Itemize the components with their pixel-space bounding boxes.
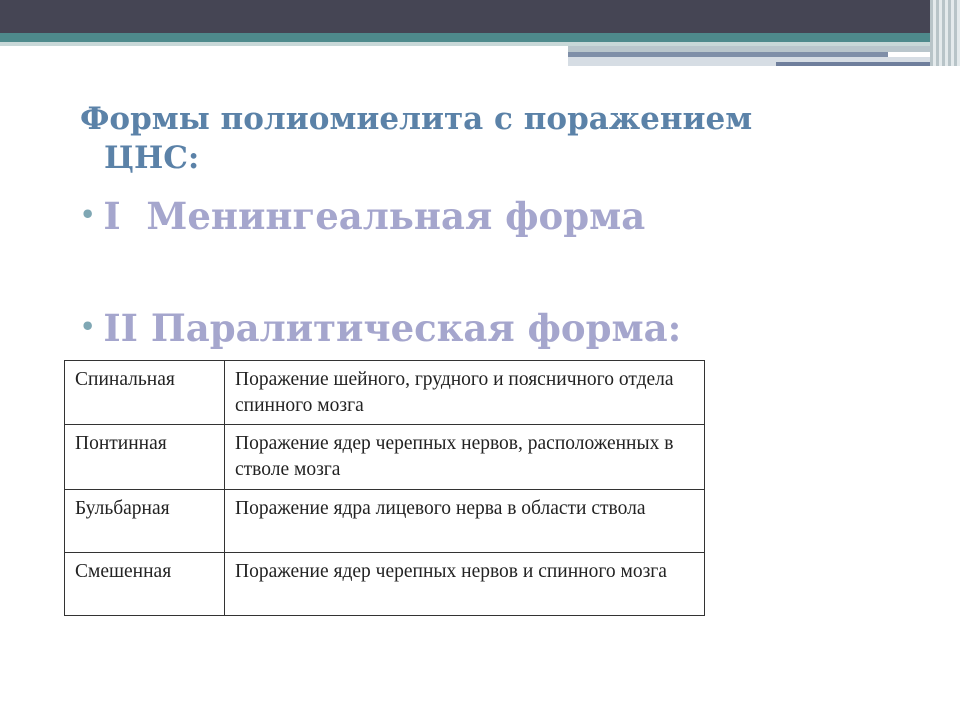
table-row — [65, 552, 705, 615]
table-row — [65, 361, 705, 425]
form-description-cell: Поражение ядер черепных нервов, расположенных в стволе мозга — [225, 425, 705, 489]
accent-bar — [776, 62, 944, 66]
table-row — [65, 425, 705, 489]
form-description-cell: Поражение ядра лицевого нерва в области ствола — [225, 489, 705, 552]
bullet-paralytic — [80, 306, 681, 350]
form-name-cell: Смешенная — [65, 552, 225, 615]
bullet-text: II Паралитическая форма: — [103, 306, 682, 350]
bullet-text: I Менингеальная форма — [103, 194, 646, 238]
bullet-meningeal — [80, 194, 645, 238]
header-teal-bar — [0, 33, 960, 42]
form-name-cell: Бульбарная — [65, 489, 225, 552]
table-row — [65, 489, 705, 552]
bullet-marker: • — [80, 312, 96, 341]
bullet-marker: • — [80, 200, 96, 229]
slide-title — [80, 100, 880, 179]
slide-title-line1: Формы полиомиелита с поражением — [80, 101, 753, 137]
form-description-cell: Поражение ядер черепных нервов и спинного мозга — [225, 552, 705, 615]
form-description-cell: Поражение шейного, грудного и поясничного отдела спинного мозга — [225, 361, 705, 425]
header-dark-bar — [0, 0, 960, 33]
decorative-stripes — [930, 0, 960, 66]
paralytic-forms-table — [64, 360, 705, 616]
form-name-cell: Спинальная — [65, 361, 225, 425]
form-name-cell: Понтинная — [65, 425, 225, 489]
slide-title-line2: ЦНС: — [104, 140, 200, 177]
